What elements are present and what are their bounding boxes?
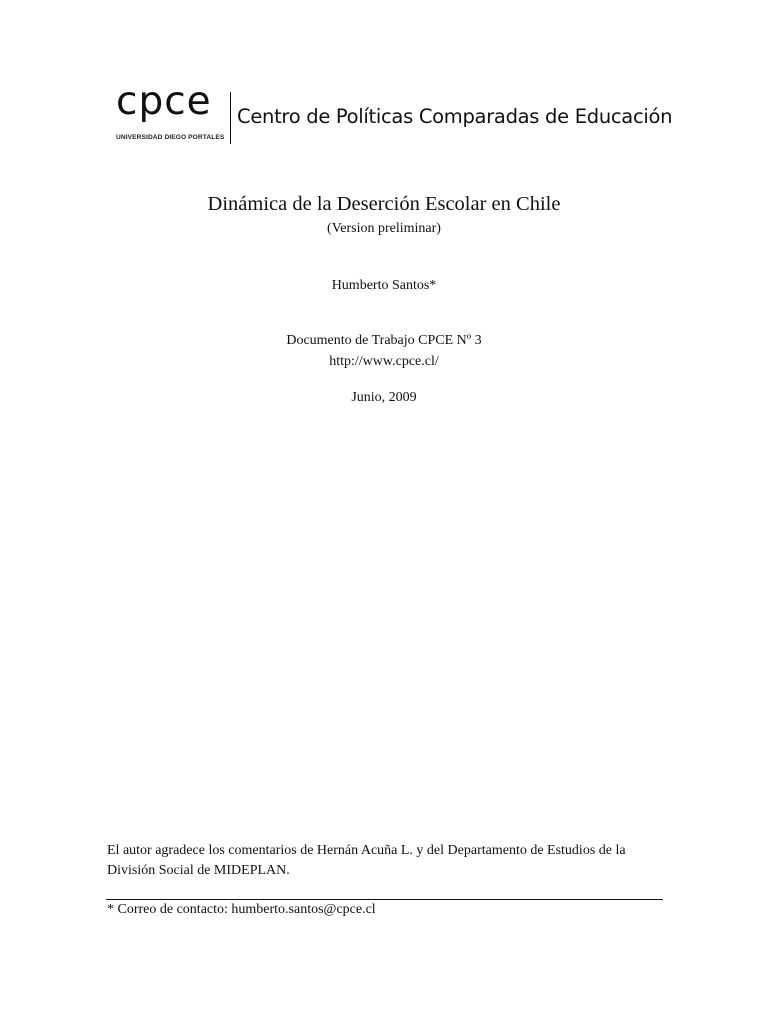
logo-subtitle: UNIVERSIDAD DIEGO PORTALES bbox=[116, 134, 225, 141]
website-url: http://www.cpce.cl/ bbox=[329, 354, 439, 369]
logo-mark: cpce bbox=[116, 79, 212, 124]
author-name: Humberto Santos* bbox=[331, 278, 437, 293]
document-title: Dinámica de la Deserción Escolar en Chile bbox=[207, 193, 561, 215]
document-subtitle: (Version preliminar) bbox=[327, 221, 441, 236]
document-number: Documento de Trabajo CPCE Nº 3 bbox=[286, 333, 482, 348]
footnote-contact: * Correo de contacto: humberto.santos@cpce.cl bbox=[107, 902, 376, 917]
acknowledgement-text: El autor agradece los comentarios de Hernán Acuña L. y del Departamento de Estudios de la División Social de MIDEPLAN. bbox=[107, 843, 626, 878]
footnote-divider bbox=[106, 899, 663, 900]
organization-name: Centro de Políticas Comparadas de Educación bbox=[237, 105, 673, 128]
logo-divider bbox=[230, 92, 231, 144]
publication-date: Junio, 2009 bbox=[351, 390, 417, 405]
